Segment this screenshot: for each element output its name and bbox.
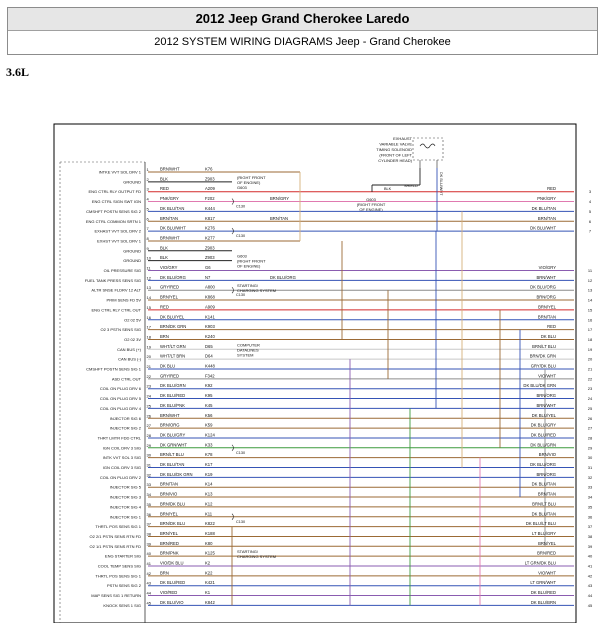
circuit-code: K45 bbox=[205, 402, 213, 408]
wire-color-label: DK BLU/DK GRN bbox=[160, 471, 193, 477]
circuit-code: K188 bbox=[205, 530, 215, 536]
pin-number: 33 bbox=[146, 482, 151, 488]
right-wire-label: DK BLU/RED bbox=[530, 590, 556, 596]
right-pin-number: 31 bbox=[587, 465, 593, 470]
wire-color-label: BRN/WHT bbox=[160, 412, 180, 418]
right-pin-number: 28 bbox=[587, 435, 593, 441]
pcm-pin-label: CMSHFT POSTN SENS SIG 1 bbox=[86, 366, 141, 372]
pcm-pin-label: GROUND bbox=[123, 258, 141, 264]
pin-number: 36 bbox=[146, 511, 151, 517]
pin-number: 41 bbox=[146, 561, 151, 566]
circuit-code: F202 bbox=[205, 196, 215, 202]
right-pin-number: 12 bbox=[587, 277, 593, 283]
circuit-code: K277 bbox=[205, 235, 215, 241]
pin-number: 17 bbox=[146, 324, 151, 330]
wire-color-label: DK BLU bbox=[160, 363, 176, 369]
right-wire-label: DK BLU/WHT bbox=[530, 225, 556, 231]
right-wire-label: BRN/YEL bbox=[538, 304, 556, 310]
right-pin-number: 44 bbox=[587, 593, 593, 599]
right-pin-number: 17 bbox=[587, 327, 593, 333]
right-pin-number: 5 bbox=[588, 208, 592, 214]
wire-color-label: BLK bbox=[384, 187, 392, 191]
right-pin-number: 7 bbox=[588, 228, 592, 234]
right-pin-number: 15 bbox=[587, 307, 593, 313]
right-pin-number: 23 bbox=[587, 386, 593, 392]
pcm-pin-label: COIL ON PLUG DRV 4 bbox=[99, 405, 141, 411]
pcm-pin-label: ASD CTRL OUT bbox=[111, 376, 141, 382]
pin-number: 4 bbox=[146, 196, 149, 202]
wire-color-label: DK GRN/WHT bbox=[160, 442, 187, 448]
pcm-pin-label: PSTN SENS SIG 2 bbox=[106, 583, 141, 589]
right-wire-label: LT BLU/GRY bbox=[532, 530, 556, 536]
right-pin-number: 19 bbox=[587, 346, 593, 352]
circuit-code: K76 bbox=[205, 166, 213, 172]
circuit-code: K13 bbox=[205, 491, 213, 497]
vvt-solenoid bbox=[357, 136, 443, 212]
wire-color-label: BRN bbox=[160, 333, 169, 339]
pin-number: 1 bbox=[146, 167, 149, 172]
circuit-code: K56 bbox=[205, 412, 213, 418]
right-wire-label: BRN/LT BLU bbox=[532, 343, 556, 349]
pcm-pin-label: EXHST VVT SOL DRV 1 bbox=[97, 238, 141, 244]
callout-text: SYSTEM bbox=[237, 352, 254, 358]
pin-number: 13 bbox=[146, 285, 151, 291]
circuit-code: K19 bbox=[205, 471, 213, 477]
callout-text: DATALINES bbox=[237, 347, 259, 353]
wire-color-label: BRN/ORG bbox=[160, 422, 180, 428]
pin-number: 16 bbox=[146, 314, 151, 320]
circuit-code: K33 bbox=[205, 442, 213, 448]
pin-number: 29 bbox=[146, 442, 151, 448]
wire-color-label: VIO/RED bbox=[160, 590, 178, 596]
pcm-pin-label: PRIM SENS FD 5V bbox=[106, 297, 141, 303]
pcm-pin-label: COIL ON PLUG DRV 2 bbox=[99, 474, 141, 480]
callout-text: G603 bbox=[237, 184, 247, 190]
circuit-code: A909 bbox=[205, 304, 215, 310]
circuit-code: K444 bbox=[205, 205, 215, 211]
pin-number: 11 bbox=[146, 265, 151, 271]
wire-color-label: BRN/YEL bbox=[160, 511, 178, 517]
component-label: CYLINDER HEAD) bbox=[378, 158, 412, 163]
right-wire-label: BRN/DK GRN bbox=[529, 353, 556, 359]
right-pin-number: 35 bbox=[587, 504, 593, 510]
pcm-pin-label: THRTL POS SENS SIG 1 bbox=[95, 573, 141, 579]
right-wire-label: BRN/ORG bbox=[536, 393, 556, 399]
right-wire-label: LT GRN/WHT bbox=[530, 580, 556, 586]
wire-color-label: BRN/PNK bbox=[160, 550, 179, 556]
pcm-pin-label: GROUND bbox=[123, 179, 141, 185]
pcm-pin-label: ENG CTRL RLY OUTPUT FD bbox=[88, 189, 141, 195]
right-wire-label: BRN/LT BLU bbox=[532, 501, 556, 507]
circuit-code: K125 bbox=[205, 550, 215, 556]
mid-wire-label: DK BLU/ORG bbox=[270, 274, 296, 280]
pin-number: 5 bbox=[146, 206, 149, 212]
pcm-pin-label: O2 02 5V bbox=[124, 317, 141, 323]
pin-number: 18 bbox=[146, 334, 151, 340]
wire-color-label: BRN/DK BLU bbox=[160, 501, 186, 507]
component-label: TIMING SOLENOID bbox=[376, 147, 412, 152]
right-wire-label: BRN/TAN bbox=[537, 314, 556, 320]
pin-number: 12 bbox=[146, 275, 151, 281]
wire-color-label: DK BLU/ORG bbox=[160, 274, 186, 280]
right-wire-label: BRN/YEL bbox=[538, 540, 556, 546]
wire-color-label: DK BLU/RED bbox=[160, 393, 186, 399]
pin-number: 38 bbox=[146, 531, 151, 537]
pin-number: 25 bbox=[146, 403, 151, 409]
pin-number: 20 bbox=[146, 354, 151, 360]
pin-number: 6 bbox=[146, 216, 149, 222]
pin-number: 34 bbox=[146, 492, 151, 498]
circuit-code: K817 bbox=[205, 215, 215, 221]
wire-color-label: BRN/WHT bbox=[160, 235, 180, 241]
pcm-pin-label: ENG CTRL SIGN SWT IGN bbox=[91, 199, 141, 205]
right-pin-number: 18 bbox=[587, 336, 593, 342]
right-wire-label: DK BLU/TAN bbox=[531, 481, 556, 487]
right-pin-number: 40 bbox=[587, 553, 593, 559]
pcm-pin-label: THRTL POS SENS SIG 1 bbox=[95, 524, 141, 530]
pcm-pin-label: O2 2/1 PSTN SENS RTN FD bbox=[89, 533, 141, 539]
callout-text: (RIGHT FRONT bbox=[237, 174, 266, 180]
pin-number: 23 bbox=[146, 383, 151, 389]
circuit-code: K1 bbox=[205, 590, 211, 596]
circuit-code: G6 bbox=[205, 265, 211, 270]
wire-color-label: GRY/RED bbox=[160, 373, 180, 379]
wire-color-label: BRN/WHT bbox=[160, 166, 180, 172]
right-pin-number: 42 bbox=[587, 573, 593, 579]
pcm-pin-label: INJECTOR SIG 5 bbox=[109, 484, 141, 490]
wire-color-label: BRN/YEL bbox=[160, 530, 178, 536]
right-pin-number: 26 bbox=[587, 415, 593, 421]
circuit-code: K80 bbox=[205, 540, 213, 546]
pcm-pin-label: COOL TEMP SENS SIG bbox=[97, 563, 141, 569]
circuit-code: K868 bbox=[205, 294, 215, 300]
right-wire-label: DK BLU/BRN bbox=[530, 599, 556, 605]
right-wire-label: PNK/GRY bbox=[537, 196, 556, 202]
pin-number: 8 bbox=[146, 235, 149, 241]
wire-color-label: BLK bbox=[160, 176, 168, 182]
pcm-pin-label: ENG CTRL COMMON SRTN 1 bbox=[85, 218, 141, 224]
circuit-code: K78 bbox=[205, 452, 213, 458]
circuit-code: F342 bbox=[205, 373, 215, 379]
pcm-pin-label: O2 02 3V bbox=[124, 336, 141, 342]
right-wire-label: BRN/ORG bbox=[536, 471, 556, 477]
mid-wire-label: BRN/GRY bbox=[270, 196, 290, 202]
solenoid-coil-icon bbox=[420, 144, 435, 148]
circuit-code: K124 bbox=[205, 432, 215, 438]
pin-number: 7 bbox=[146, 226, 149, 232]
right-wire-label: DK BLU bbox=[540, 333, 556, 339]
circuit-code: K59 bbox=[205, 422, 213, 428]
engine-label: 3.6L bbox=[6, 65, 30, 79]
page-subtitle: 2012 SYSTEM WIRING DIAGRAMS Jeep - Grand Cherokee bbox=[154, 36, 451, 48]
circuit-code: A209 bbox=[205, 186, 215, 192]
wire-color-label: BRN/LT BLU bbox=[160, 452, 184, 458]
right-wire-label: VIO/GRY bbox=[538, 265, 556, 270]
pcm-pin-label: INTK VVT SOL 3 SIG bbox=[102, 455, 141, 461]
pin-number: 19 bbox=[146, 344, 151, 350]
pcm-pin-label: INJECTOR SIG 4 bbox=[109, 504, 141, 510]
right-pin-number: 32 bbox=[587, 474, 593, 480]
pin-number: 15 bbox=[146, 304, 151, 310]
circuit-code: K11 bbox=[205, 511, 213, 517]
circuit-code: K421 bbox=[205, 580, 215, 586]
right-wire-label: RED bbox=[547, 186, 556, 192]
page-title: 2012 Jeep Grand Cherokee Laredo bbox=[8, 8, 597, 31]
wire-color-label: BRN/DK GRN bbox=[160, 324, 187, 330]
circuit-code: N7 bbox=[205, 274, 211, 280]
right-wire-label: RED bbox=[547, 324, 556, 330]
pcm-pin-label: O2 3 PSTN SENS SIG bbox=[100, 327, 141, 333]
pcm-pin-label: GROUND bbox=[123, 248, 141, 254]
wire-color-label: DK BLU/GRY bbox=[160, 432, 186, 438]
pin-number: 21 bbox=[146, 364, 151, 369]
right-wire-label: BRN/TAN bbox=[537, 215, 556, 221]
pin-number: 42 bbox=[146, 570, 151, 576]
wire-color-label: DK BLU/WHT bbox=[439, 172, 443, 196]
pcm-pin-label: COIL ON PLUG DRV 6 bbox=[99, 386, 141, 392]
right-pin-number: 21 bbox=[587, 366, 593, 372]
pin-number: 26 bbox=[146, 413, 151, 419]
pin-number: 37 bbox=[146, 521, 151, 527]
connector-label: C130 bbox=[236, 450, 246, 455]
circuit-code: K14 bbox=[205, 481, 213, 487]
wire-color-label: BRN/VIO bbox=[160, 491, 178, 497]
pcm-pin-label: INJECTOR SIG 2 bbox=[109, 425, 141, 431]
right-wire-label: DK BLU/ORG bbox=[530, 284, 556, 290]
right-wire-label: GRY/DK BLU bbox=[530, 363, 556, 369]
pin-number: 30 bbox=[146, 452, 151, 458]
pin-number: 14 bbox=[146, 295, 151, 301]
wire-color-label: DK BLU/TAN bbox=[160, 205, 185, 211]
right-pin-number: 13 bbox=[587, 287, 593, 293]
right-pin-number: 36 bbox=[587, 514, 593, 520]
right-pin-number: 20 bbox=[587, 356, 593, 362]
right-pin-number: 29 bbox=[587, 445, 593, 451]
right-wire-label: DK BLU/RED bbox=[530, 432, 556, 438]
callout-text: G603 bbox=[237, 253, 247, 259]
wire-color-label: WHT/LT BRN bbox=[160, 353, 186, 359]
callout-text: COMPUTER bbox=[237, 342, 260, 348]
callout-text: STARTING/ bbox=[237, 549, 258, 555]
mid-wire-label: BRN/TAN bbox=[270, 215, 289, 221]
callout-text: CHARGING SYSTEM bbox=[237, 288, 277, 294]
pcm-pin-label: KNOCK SENS 1 SIG bbox=[103, 602, 141, 608]
pcm-pin-label: IGN COIL DRV 3 SIG bbox=[102, 465, 141, 470]
pin-number: 40 bbox=[146, 551, 151, 557]
right-pin-number: 33 bbox=[587, 484, 593, 490]
pcm-pin-label: CAN BUS (+) bbox=[117, 346, 141, 352]
right-wire-label: DK BLU/DK GRN bbox=[523, 383, 556, 389]
right-wire-label: DK BLU/GRY bbox=[530, 422, 556, 428]
right-pin-number: 16 bbox=[587, 317, 593, 323]
circuit-code: K12 bbox=[205, 501, 213, 507]
circuit-code: K92 bbox=[205, 383, 213, 389]
pin-number: 45 bbox=[146, 600, 151, 606]
wire-color-label: BRN/YEL bbox=[160, 294, 178, 300]
pcm-pin-label: ENG STARTER SIG bbox=[104, 553, 141, 559]
connector-label: C130 bbox=[236, 519, 246, 524]
wire-color-label: SHIELD bbox=[404, 184, 418, 188]
pcm-pin-label: INTKE VVT SOL DRV 1 bbox=[98, 169, 141, 175]
wire-color-label: DK BLU/YEL bbox=[160, 314, 185, 320]
wire-color-label: BRN/TAN bbox=[160, 215, 179, 221]
pin-number: 27 bbox=[146, 423, 151, 429]
callout-text: OF ENGINE) bbox=[237, 263, 261, 269]
right-wire-label: VIO/WHT bbox=[538, 570, 556, 576]
right-wire-label: BRN/WHT bbox=[536, 274, 556, 280]
circuit-code: K2 bbox=[205, 560, 211, 566]
right-wire-label: DK BLU/ORG bbox=[530, 462, 556, 467]
callout-text: (RIGHT FRONT bbox=[237, 258, 266, 264]
wire-color-label: RED bbox=[160, 304, 169, 310]
circuit-code: K141 bbox=[205, 314, 215, 320]
right-pin-number: 11 bbox=[587, 268, 593, 273]
circuit-code: Z903 bbox=[205, 245, 215, 251]
right-pin-number: 14 bbox=[587, 297, 593, 303]
right-wire-label: DK BLU/YEL bbox=[531, 412, 556, 418]
pin-number: 39 bbox=[146, 541, 151, 547]
circuit-code: K17 bbox=[205, 462, 213, 467]
pcm-pin-label: CAN BUS (-) bbox=[118, 356, 141, 362]
splice-label: G603 bbox=[366, 197, 376, 202]
connector-label: C130 bbox=[236, 293, 246, 298]
pcm-pin-label: ALTR SNSE FLDRV 12 ALT bbox=[91, 287, 141, 293]
right-pin-number: 6 bbox=[588, 218, 592, 224]
wire-color-label: DK BLU/WHT bbox=[160, 225, 186, 231]
wire-color-label: GRY/RED bbox=[160, 284, 180, 290]
connector-label: C130 bbox=[236, 234, 246, 239]
pin-number: 43 bbox=[146, 580, 151, 586]
wire-color-label: BLK bbox=[160, 255, 168, 261]
circuit-code: K822 bbox=[205, 521, 215, 527]
pin-number: 10 bbox=[146, 255, 151, 261]
pin-number: 32 bbox=[146, 472, 151, 478]
pcm-pin-label: O2 1/1 PSTN SENS RTN FD bbox=[89, 543, 141, 549]
pcm-pin-label: THRT LMTR FDD CTRL bbox=[97, 435, 141, 441]
wire-color-label: RED bbox=[160, 186, 169, 192]
pcm-pin-label: MAP SENS SIG 1 RETURN bbox=[91, 593, 141, 599]
circuit-code: K448 bbox=[205, 363, 215, 369]
pin-number: 44 bbox=[146, 590, 151, 596]
wire-color-label: WHT/LT GRN bbox=[160, 343, 186, 349]
circuit-code: K22 bbox=[205, 570, 213, 576]
circuit-code: D65 bbox=[205, 343, 213, 349]
right-wire-label: BRN/VIO bbox=[538, 452, 556, 458]
circuit-code: K903 bbox=[205, 324, 215, 330]
pin-number: 2 bbox=[146, 176, 149, 182]
pin-number: 24 bbox=[146, 393, 151, 399]
right-pin-number: 22 bbox=[587, 376, 593, 382]
right-pin-number: 41 bbox=[587, 563, 593, 569]
right-wire-label: DK BLU/LT BLU bbox=[525, 521, 556, 527]
pcm-pin-label: INJECTOR SIG 3 bbox=[109, 494, 141, 500]
wire-color-label: BRN bbox=[160, 570, 169, 576]
wire-color-label: DK BLU/PNK bbox=[160, 402, 185, 408]
right-pin-number: 43 bbox=[587, 583, 593, 589]
right-pin-number: 3 bbox=[588, 189, 592, 195]
right-wire-label: BRN/ORG bbox=[536, 294, 556, 300]
pin-number: 22 bbox=[146, 373, 151, 379]
pcm-pin-label: INJECTOR SIG 1 bbox=[109, 514, 141, 520]
component-label: (FRONT OF LEFT bbox=[379, 152, 412, 158]
pin-number: 31 bbox=[146, 462, 151, 468]
pcm-pin-label: IGN COIL DRV 3 SIG bbox=[102, 445, 141, 451]
connector-label: C130 bbox=[236, 204, 246, 209]
callout-text: STARTING/ bbox=[237, 283, 258, 289]
right-wire-label: VIO/WHT bbox=[538, 373, 556, 379]
right-pin-number: 27 bbox=[587, 425, 593, 431]
circuit-code: Z903 bbox=[205, 176, 215, 182]
pcm-pin-label: OIL PRESSURE SIG bbox=[103, 268, 141, 273]
wire-color-label: VIO/GRY bbox=[160, 265, 178, 270]
callout-text: CHARGING SYSTEM bbox=[237, 554, 277, 560]
circuit-code: Z903 bbox=[205, 255, 215, 261]
pcm-pin-label: CMSHFT POSTN SENS SIG 2 bbox=[86, 208, 141, 214]
pcm-pin-label: COIL ON PLUG DRV 5 bbox=[99, 396, 141, 402]
callout-text: OF ENGINE) bbox=[237, 179, 261, 185]
right-pin-number: 30 bbox=[587, 455, 593, 461]
splice-label: OF ENGINE) bbox=[359, 207, 383, 212]
right-wire-label: BRN/TAN bbox=[537, 491, 556, 497]
pcm-pin-label: FUEL TANK PRESS SENS SIG bbox=[84, 277, 141, 283]
right-pin-number: 39 bbox=[587, 543, 593, 549]
pcm-pin-label: EXHAST VVT SOL DRV 2 bbox=[94, 228, 141, 234]
pcm-pin-label: ENG CTRL RLY CTRL OUT bbox=[91, 307, 141, 313]
right-wire-label: DK BLU/TAN bbox=[531, 511, 556, 517]
wire-color-label: DK BLU/RED bbox=[160, 580, 186, 586]
wire-color-label: VIO/DK BLU bbox=[160, 560, 184, 566]
right-wire-label: LT GRN/DK BLU bbox=[524, 560, 556, 566]
wire-color-label: BRN/TAN bbox=[160, 481, 179, 487]
circuit-code: K276 bbox=[205, 225, 215, 231]
right-pin-number: 38 bbox=[587, 533, 593, 539]
right-pin-number: 45 bbox=[587, 602, 593, 608]
wire-color-label: BLK bbox=[160, 245, 168, 251]
right-wire-label: DK BLU/TAN bbox=[531, 205, 556, 211]
wire-color-label: DK BLU/TAN bbox=[160, 462, 185, 467]
wire-color-label: DK BLU/GRN bbox=[160, 383, 186, 389]
right-pin-number: 25 bbox=[587, 405, 593, 411]
pin-number: 9 bbox=[146, 245, 149, 251]
circuit-code: K842 bbox=[205, 599, 215, 605]
circuit-code: D64 bbox=[205, 353, 213, 359]
component-label: EXHAUST bbox=[393, 136, 412, 141]
wire-color-label: PNK/GRY bbox=[160, 196, 179, 202]
wire-color-label: BRN/DK BLU bbox=[160, 521, 186, 527]
right-wire-label: DK BLU/GRN bbox=[530, 442, 556, 448]
circuit-code: K95 bbox=[205, 393, 213, 399]
component-label: VARIABLE VALVE bbox=[379, 141, 412, 147]
wire-color-label: DK BLU/VIO bbox=[160, 599, 184, 605]
pin-number: 35 bbox=[146, 501, 151, 507]
solenoid-dashed-box bbox=[413, 138, 443, 160]
splice-label: (RIGHT FRONT bbox=[356, 202, 386, 207]
pcm-pin-label: INJECTOR SIG 6 bbox=[109, 415, 141, 421]
pin-number: 28 bbox=[146, 432, 151, 438]
right-pin-number: 34 bbox=[587, 494, 593, 500]
pin-number: 3 bbox=[146, 186, 149, 192]
circuit-code: A800 bbox=[205, 284, 215, 290]
right-pin-number: 4 bbox=[588, 199, 592, 205]
wire-color-label: BRN/RED bbox=[160, 540, 179, 546]
right-wire-label: BRN/WHT bbox=[536, 402, 556, 408]
circuit-code: K240 bbox=[205, 333, 215, 339]
right-pin-number: 24 bbox=[587, 396, 593, 402]
right-pin-number: 37 bbox=[587, 524, 593, 530]
right-wire-label: BRN/RED bbox=[537, 550, 556, 556]
